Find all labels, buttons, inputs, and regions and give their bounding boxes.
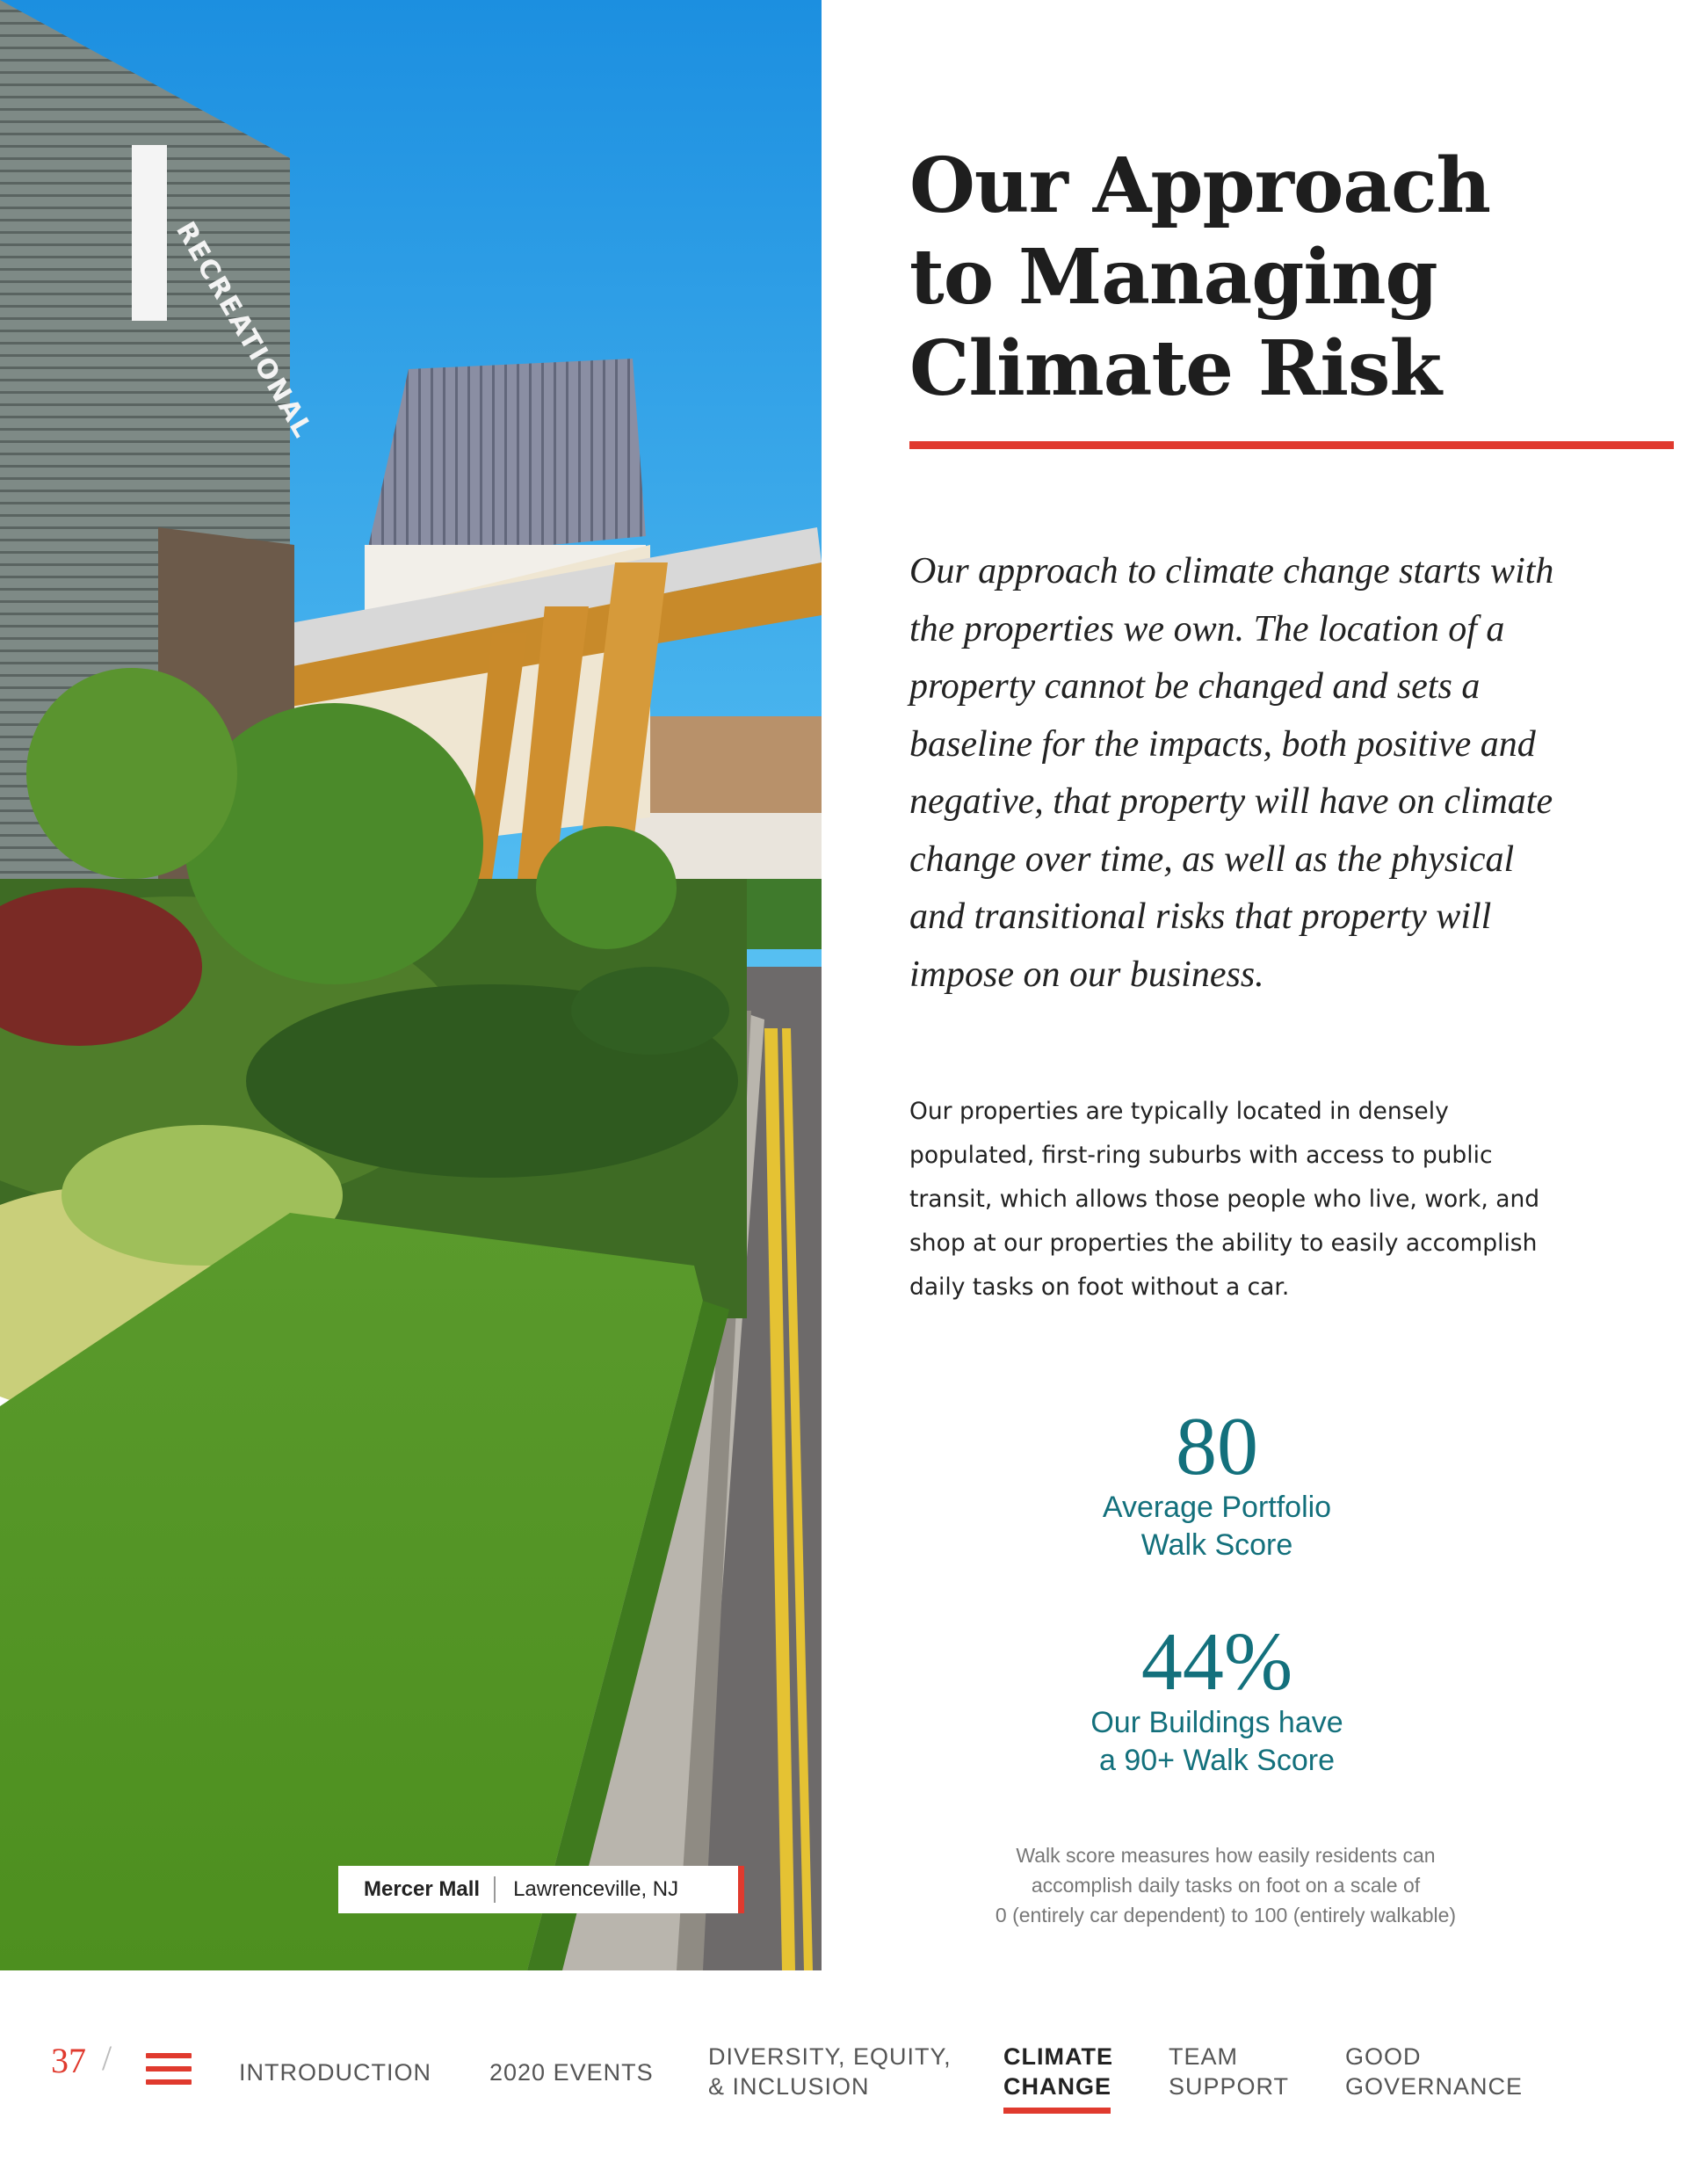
photo-mercer-mall <box>0 0 822 1970</box>
footnote-line-3: 0 (entirely car dependent) to 100 (entirely walkable) <box>995 1904 1457 1926</box>
page-title <box>909 141 1612 415</box>
nav-label-line-1: CLIMATE <box>1003 2043 1113 2070</box>
hamburger-menu-icon[interactable] <box>146 2053 192 2085</box>
nav-2020-events[interactable] <box>489 2057 654 2087</box>
title-line-2: to Managing <box>909 233 1437 322</box>
stat-value: 80 <box>1176 1401 1258 1492</box>
nav-climate-change[interactable] <box>1003 2042 1113 2101</box>
svg-text:RECREATIONAL: RECREATIONAL <box>170 216 319 445</box>
nav-label-line-1: DIVERSITY, EQUITY, <box>708 2043 952 2070</box>
stat-90-plus-walk-score <box>1037 1616 1397 1780</box>
stat-label-line-1: Average Portfolio <box>1102 1491 1332 1524</box>
nav-good-governance[interactable] <box>1345 2042 1523 2101</box>
nav-label: 2020 EVENTS <box>489 2059 654 2086</box>
nav-label-line-2: CHANGE <box>1003 2073 1112 2100</box>
nav-team-support[interactable] <box>1169 2042 1289 2101</box>
walk-score-footnote <box>949 1840 1502 1930</box>
stat-label-line-2: Walk Score <box>1140 1528 1293 1562</box>
stat-value: 44% <box>1140 1616 1293 1708</box>
title-line-1: Our Approach <box>909 141 1490 230</box>
nav-diversity-equity-inclusion[interactable] <box>708 2042 952 2101</box>
stat-walk-score <box>1037 1401 1397 1564</box>
page-number: 37 <box>51 2041 86 2080</box>
caption-place: Mercer Mall <box>364 1877 481 1901</box>
photo-caption <box>338 1866 744 1913</box>
nav-label-line-2: & INCLUSION <box>708 2073 870 2100</box>
intro-paragraph: Our approach to climate change starts with the properties we own. The location of a property cannot be changed and sets a baseline for the impacts, both positive and negative, that property will have on climate change over time, as well as the physical and transitional risks that property will impose on our business. <box>909 551 1554 995</box>
title-divider <box>909 441 1674 449</box>
nav-label: INTRODUCTION <box>239 2059 431 2086</box>
caption-city: Lawrenceville, NJ <box>513 1877 679 1901</box>
nav-label-line-1: GOOD <box>1345 2043 1422 2070</box>
active-nav-underline <box>1003 2108 1111 2114</box>
nav-label-line-1: TEAM <box>1169 2043 1239 2070</box>
nav-introduction[interactable] <box>239 2057 431 2087</box>
footnote-line-1: Walk score measures how easily residents can <box>1016 1844 1436 1867</box>
page-slash: / <box>102 2038 112 2078</box>
stat-label-line-1: Our Buildings have <box>1090 1706 1343 1739</box>
nav-label-line-2: SUPPORT <box>1169 2073 1290 2100</box>
stat-label-line-2: a 90+ Walk Score <box>1098 1744 1336 1777</box>
body-paragraph: Our properties are typically located in densely populated, first-ring suburbs with access to public transit, which allows those people who live, work, and shop at our properties the ability to easily accomplish daily tasks on foot without a car. <box>909 1098 1540 1301</box>
footnote-line-2: accomplish daily tasks on foot on a scale of <box>1031 1874 1421 1897</box>
title-line-3: Climate Risk <box>909 324 1442 413</box>
nav-label-line-2: GOVERNANCE <box>1345 2073 1524 2100</box>
